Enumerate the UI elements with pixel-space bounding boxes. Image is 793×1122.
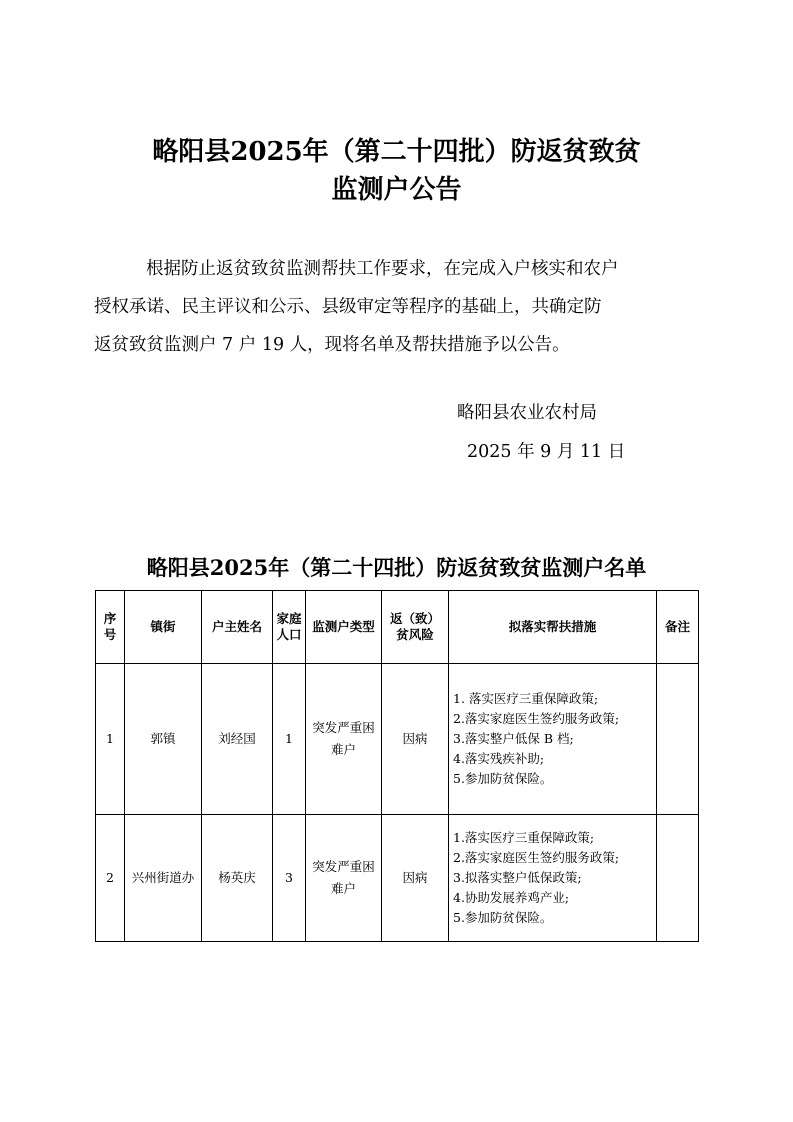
notice-body-line: 授权承诺、民主评议和公示、县级审定等程序的基础上，共确定防: [94, 297, 602, 317]
header-seq: 序号: [96, 591, 125, 664]
cell-household-head: 刘经国: [202, 664, 273, 815]
cell-monitor-type: 突发严重困难户: [306, 664, 382, 815]
measure-item: 5.参加防贫保险。: [453, 771, 553, 786]
table-header-row: [96, 591, 699, 664]
cell-family-size: 1: [273, 664, 306, 815]
measure-item: 4.协助发展养鸡产业;: [453, 890, 570, 905]
cell-risk: 因病: [382, 664, 449, 815]
cell-town: 兴州街道办: [125, 815, 202, 942]
measure-item: 1.落实医疗三重保障政策;: [453, 830, 595, 845]
notice-body-line: 返贫致贫监测户 7 户 19 人，现将名单及帮扶措施予以公告。: [94, 335, 570, 355]
notice-title-line-2: 监测户公告: [331, 175, 462, 205]
roster-title: 略阳县2025年（第二十四批）防返贫致贫监测户名单: [146, 555, 647, 580]
cell-seq: 2: [96, 815, 125, 942]
cell-remark: [657, 815, 699, 942]
cell-remark: [657, 664, 699, 815]
measure-item: 5.参加防贫保险。: [453, 910, 553, 925]
measure-item: 2.落实家庭医生签约服务政策;: [453, 850, 620, 865]
cell-monitor-type: 突发严重困难户: [306, 815, 382, 942]
signature-organization: 略阳县农业农村局: [457, 403, 597, 423]
cell-measures: [449, 664, 657, 815]
header-remark: 备注: [657, 591, 699, 664]
header-household-head: 户主姓名: [202, 591, 273, 664]
table-row: [96, 815, 699, 942]
table-row: [96, 664, 699, 815]
header-risk: 返（致）贫风险: [382, 591, 449, 664]
cell-household-head: 杨英庆: [202, 815, 273, 942]
header-monitor-type: 监测户类型: [306, 591, 382, 664]
cell-family-size: 3: [273, 815, 306, 942]
measure-item: 3.落实整户低保 B 档;: [453, 731, 574, 746]
notice-title-line-1: 略阳县2025年（第二十四批）防返贫致贫: [152, 137, 641, 167]
signature-date: 2025 年 9 月 11 日: [467, 442, 626, 462]
cell-seq: 1: [96, 664, 125, 815]
measure-item: 3.拟落实整户低保政策;: [453, 870, 582, 885]
measure-item: 1. 落实医疗三重保障政策;: [453, 691, 599, 706]
measure-item: 4.落实残疾补助;: [453, 751, 545, 766]
measure-item: 2.落实家庭医生签约服务政策;: [453, 711, 620, 726]
header-town: 镇街: [125, 591, 202, 664]
cell-town: 郭镇: [125, 664, 202, 815]
cell-measures: [449, 815, 657, 942]
header-family-size: 家庭人口: [273, 591, 306, 664]
cell-risk: 因病: [382, 815, 449, 942]
header-measures: 拟落实帮扶措施: [449, 591, 657, 664]
monitoring-household-table: [95, 590, 699, 942]
notice-body-line: 根据防止返贫致贫监测帮扶工作要求，在完成入户核实和农户: [146, 259, 619, 279]
notice-body: [94, 250, 706, 364]
